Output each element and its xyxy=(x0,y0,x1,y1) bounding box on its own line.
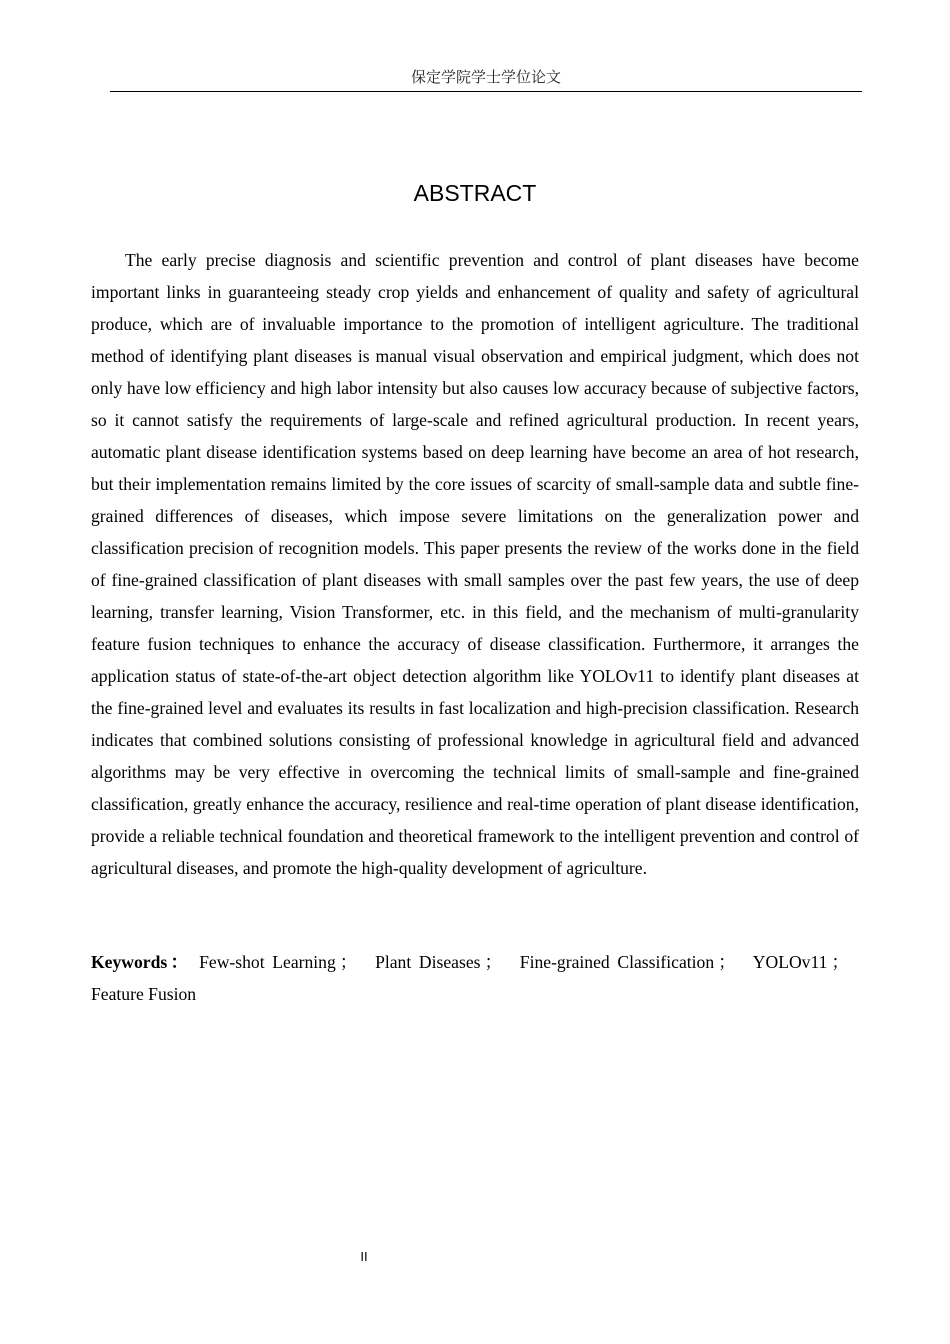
keyword-item: Few-shot Learning xyxy=(199,952,336,972)
keyword-item: Fine-grained Classification xyxy=(519,952,715,972)
running-header: 保定学院学士学位论文 xyxy=(110,66,862,92)
keyword-item: Plant Diseases xyxy=(375,952,481,972)
keywords-label: Keywords： xyxy=(91,952,192,972)
keyword-separator: ； xyxy=(484,952,503,972)
keyword-item: YOLOv11 xyxy=(752,952,828,972)
keywords-line xyxy=(91,946,859,1010)
keyword-item: Feature Fusion xyxy=(91,984,197,1004)
abstract-body: The early precise diagnosis and scientific prevention and control of plant diseases have become important links in guaranteeing steady crop yields and enhancement of quality and safety of agricultural produce, which are of invaluable importance to the promotion of intelligent agriculture. The traditional method of identifying plant diseases is manual visual observation and empirical judgment, which does not only have low efficiency and high labor intensity but also causes low accuracy because of subjective factors, so it cannot satisfy the requirements of large-scale and refined agricultural production. In recent years, automatic plant disease identification systems based on deep learning have become an area of hot research, but their implementation remains limited by the core issues of scarcity of small-sample data and subtle fine-grained differences of diseases, which impose severe limitations on the generalization power and classification precision of recognition models. This paper presents the review of the works done in the field of fine-grained classification of plant diseases with small samples over the past few years, the use of deep learning, transfer learning, Vision Transformer, etc. in this field, and the mechanism of multi-granularity feature fusion techniques to enhance the accuracy of disease classification. Furthermore, it arranges the application status of state-of-the-art object detection algorithm like YOLOv11 to identify plant diseases at the fine-grained level and evaluates its results in fast localization and high-precision classification. Research indicates that combined solutions consisting of professional knowledge in agricultural field and advanced algorithms may be very effective in overcoming the technical limits of small-sample and fine-grained classification, greatly enhance the accuracy, resilience and real-time operation of plant disease identification, provide a reliable technical foundation and theoretical framework to the intelligent prevention and control of agricultural diseases, and promote the high-quality development of agriculture. xyxy=(91,250,859,878)
page-number: II xyxy=(360,1249,368,1264)
abstract-title: ABSTRACT xyxy=(413,180,537,206)
keyword-separator: ； xyxy=(718,952,736,972)
keyword-separator: ； xyxy=(831,952,849,972)
keyword-separator: ； xyxy=(339,952,358,972)
